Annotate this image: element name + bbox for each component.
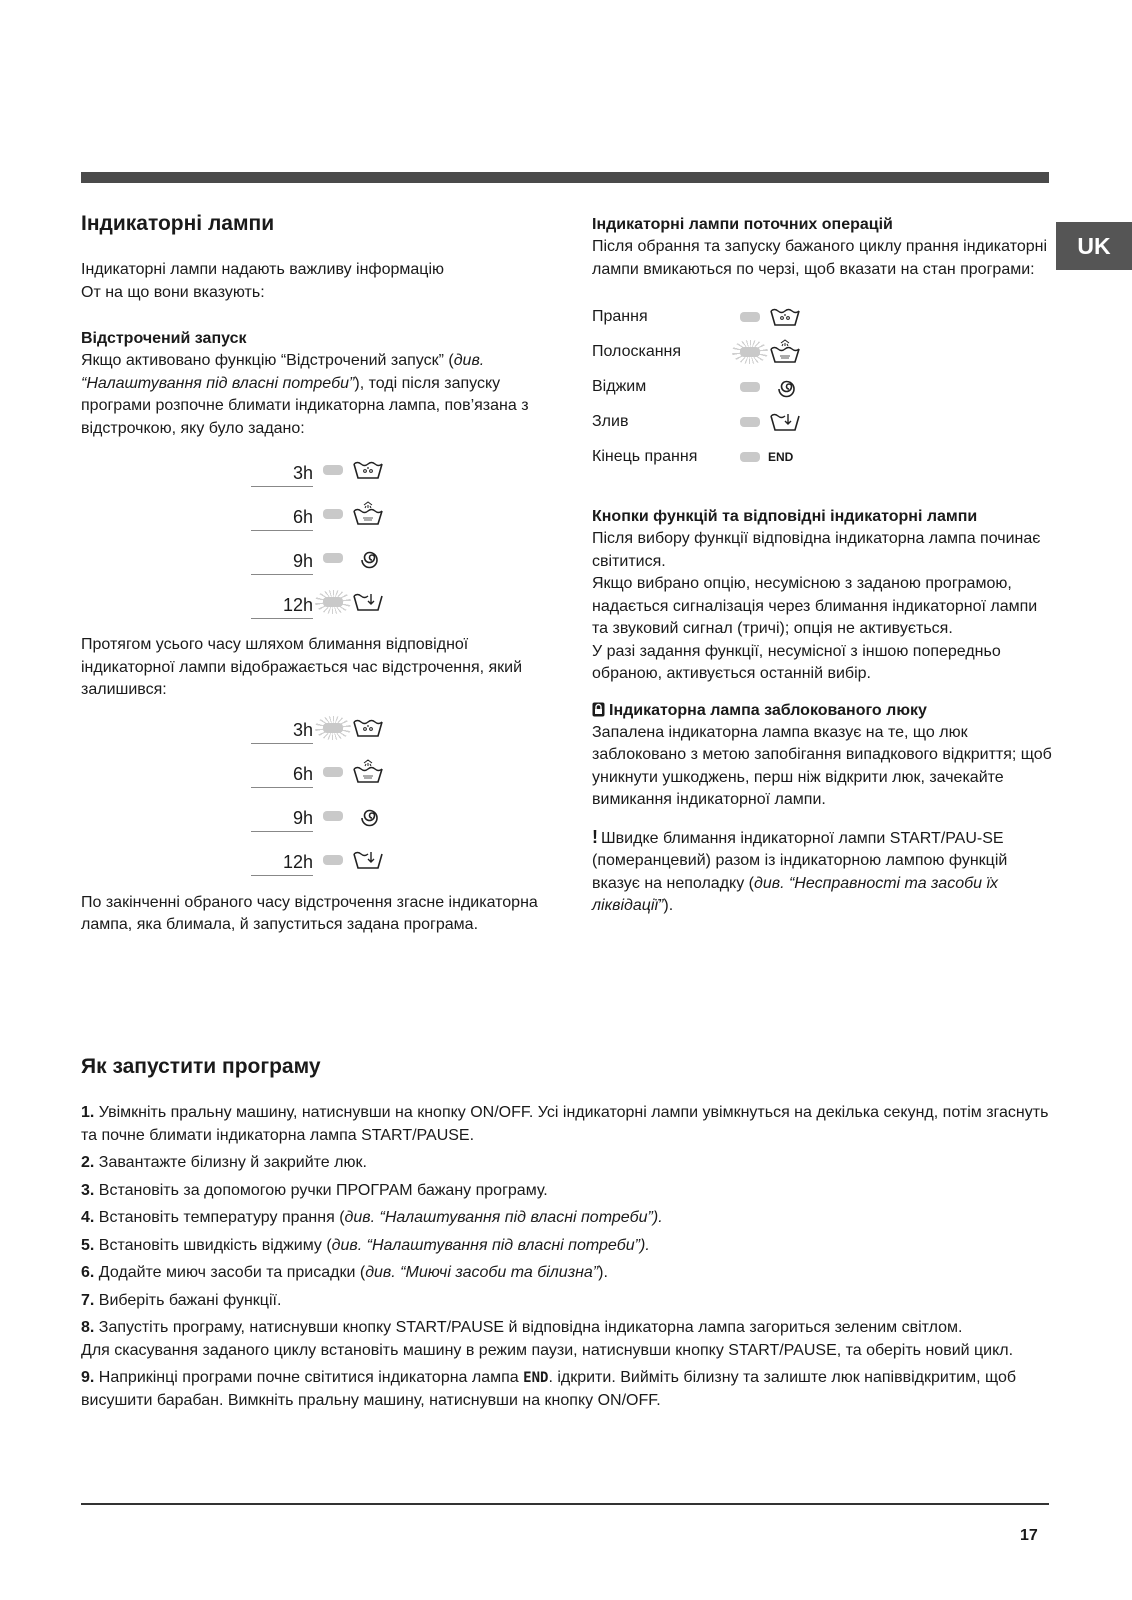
intro-line-2: От на що вони вказують:: [81, 283, 265, 301]
lock-icon: [592, 702, 605, 717]
cancel-cycle-text: Для скасування заданого циклу встановіть машину в режим паузи, натиснувши кнопку START/PAUSE, та оберіть новий цикл.: [81, 1341, 1014, 1359]
indicator-lamp-blinking: [323, 723, 343, 733]
function-buttons-title: Кнопки функцій та відповідні індикаторні лампи: [592, 508, 978, 525]
status-label: Полоскання: [592, 342, 682, 360]
delay-row: [251, 706, 551, 750]
step-item: 9. Наприкінці програми почне світитися індикаторна лампа END. ідкрити. Вийміть білизну та залиште люк напіввідкритим, щоб висушити барабан. Вимкніть пральну машину, натиснувши на кнопку ON/OFF.: [81, 1369, 1017, 1409]
delay-hours-label: 12h: [251, 592, 313, 619]
door-lock-text: Запалена індикаторна лампа вказує на те, що люк заблоковано з метою запобігання випадкового відкриття; щоб уникнути ушкоджень, перш ніж відкрити люк, зачекайте вимикання індикаторної лампи.: [592, 723, 1052, 808]
intro-line-1: Індикаторні лампи надають важливу інформацію: [81, 261, 444, 278]
status-row: [592, 439, 1052, 474]
drain-icon: [351, 589, 385, 615]
status-label: Злив: [592, 412, 629, 430]
top-rule: [81, 172, 1049, 183]
indicator-lamp-blinking: [740, 347, 760, 357]
bottom-rule: [81, 1503, 1049, 1505]
step-item: 7. Виберіть бажані функції.: [81, 1291, 282, 1309]
delay-row: [251, 580, 551, 624]
status-lamp-list: [592, 299, 1052, 474]
page-number: 17: [1020, 1527, 1038, 1544]
indicator-lamp: [740, 417, 760, 427]
end-symbol: END: [523, 1370, 549, 1386]
delay-row: [251, 536, 551, 580]
step-item: 2. Завантажте білизну й закрийте люк.: [81, 1154, 367, 1171]
delay-hours-label: 9h: [251, 548, 313, 575]
exclamation-icon: !: [592, 826, 598, 847]
status-label: Віджим: [592, 377, 647, 395]
indicator-lamp: [323, 553, 343, 563]
end-symbol: END: [768, 449, 794, 464]
status-row: [592, 369, 1052, 404]
indicator-lamp: [323, 855, 343, 865]
step-item: 4. Встановіть температуру прання (див. “Налаштування під власні потреби”).: [81, 1209, 663, 1226]
delay-hours-label: 12h: [251, 849, 313, 876]
step-item: 5. Встановіть швидкість віджиму (див. “Налаштування під власні потреби”).: [81, 1236, 650, 1254]
step-item: 8. Запустіть програму, натиснувши кнопку START/PAUSE й відповідна індикаторна лампа загориться зеленим світлом.: [81, 1319, 963, 1336]
indicator-lamp: [323, 811, 343, 821]
function-text-2: Якщо вибрано опцію, несумісною з заданою програмою, надається сигналізація через блимання індикаторної лампи та звуковий сигнал (тричі); опція не активується.: [592, 575, 1038, 637]
delay-row: [251, 838, 551, 882]
delay-remaining-paragraph: Протягом усього часу шляхом блимання відповідної індикаторної лампи відображається час відстрочення, який залишився:: [81, 636, 523, 698]
section-heading-indicator-lamps: Індикаторні лампи: [81, 212, 275, 235]
step-item: 1. Увімкніть пральну машину, натиснувши на кнопку ON/OFF. Усі індикаторні лампи увімкнуться на декілька секунд, потім згаснуть та почне блимати індикаторна лампа START/PAUSE.: [81, 1104, 1049, 1144]
spin-icon: [768, 374, 802, 400]
delay-grid-remaining: [251, 706, 551, 882]
status-label: Кінець прання: [592, 447, 698, 465]
spin-icon: [351, 545, 385, 571]
right-column: [592, 214, 1052, 918]
drain-icon: [768, 409, 802, 435]
language-tab: UK: [1056, 222, 1132, 270]
steps-list: [81, 1102, 1061, 1412]
spin-icon: [351, 803, 385, 829]
rinse-icon: [351, 501, 385, 527]
function-text-3: У разі задання функції, несумісної з іншою попередньо обраною, активується останній вибір.: [592, 642, 1001, 682]
status-row: [592, 334, 1052, 369]
indicator-lamp: [323, 465, 343, 475]
indicator-lamp: [740, 382, 760, 392]
indicator-lamp: [323, 509, 343, 519]
indicator-lamp: [740, 312, 760, 322]
left-column: [81, 208, 551, 937]
wash-icon: [351, 715, 385, 741]
indicator-lamp: [323, 767, 343, 777]
delay-hours-label: 3h: [251, 460, 313, 487]
function-text-1: Після вибору функції відповідна індикаторна лампа починає світитися.: [592, 530, 1041, 570]
delay-row: [251, 492, 551, 536]
warning-paragraph: ! Швидке блимання індикаторної лампи START/PAU-SE (померанцевий) разом із індикаторною лампою функцій вказує на неполадку (див. “Несправності та засоби їх ліквідації”).: [592, 826, 1008, 914]
delay-row: [251, 448, 551, 492]
current-operations-text: Після обрання та запуску бажаного циклу прання індикаторні лампи вмикаються по черзі, щоб вказати на стан програми:: [592, 238, 1048, 278]
wash-icon: [351, 457, 385, 483]
delay-hours-label: 3h: [251, 717, 313, 744]
delay-hours-label: 6h: [251, 761, 313, 788]
wash-icon: [768, 304, 802, 330]
delay-start-title: Відстрочений запуск: [81, 330, 247, 347]
delay-end-paragraph: По закінченні обраного часу відстрочення згасне індикаторна лампа, яка блимала, й запуститься задана програма.: [81, 893, 538, 933]
delay-row: [251, 750, 551, 794]
status-row: [592, 404, 1052, 439]
step-item: 6. Додайте миюч засоби та присадки (див. “Миючі засоби та білизна”).: [81, 1264, 608, 1281]
start-program-section: [81, 1054, 1061, 1417]
indicator-lamp-blinking: [323, 597, 343, 607]
delay-grid-start: [251, 448, 551, 624]
rinse-icon: [768, 339, 802, 365]
delay-start-paragraph: Якщо активовано функцію “Відстрочений запуск” (див. “Налаштування під власні потреби”), тоді після запуску програми розпочне блимати індикаторна лампа, пов’язана з відстрочкою, яку було задано:: [81, 352, 529, 437]
step-item: 3. Встановіть за допомогою ручки ПРОГРАМ бажану програму.: [81, 1181, 548, 1199]
delay-hours-label: 9h: [251, 805, 313, 832]
delay-row: [251, 794, 551, 838]
indicator-lamp: [740, 452, 760, 462]
status-label: Прання: [592, 307, 648, 325]
rinse-icon: [351, 759, 385, 785]
status-row: [592, 299, 1052, 334]
door-lock-title: Індикаторна лампа заблокованого люку: [592, 700, 1052, 722]
start-program-heading: Як запустити програму: [81, 1055, 321, 1078]
current-operations-title: Індикаторні лампи поточних операцій: [592, 216, 893, 233]
drain-icon: [351, 847, 385, 873]
delay-hours-label: 6h: [251, 504, 313, 531]
